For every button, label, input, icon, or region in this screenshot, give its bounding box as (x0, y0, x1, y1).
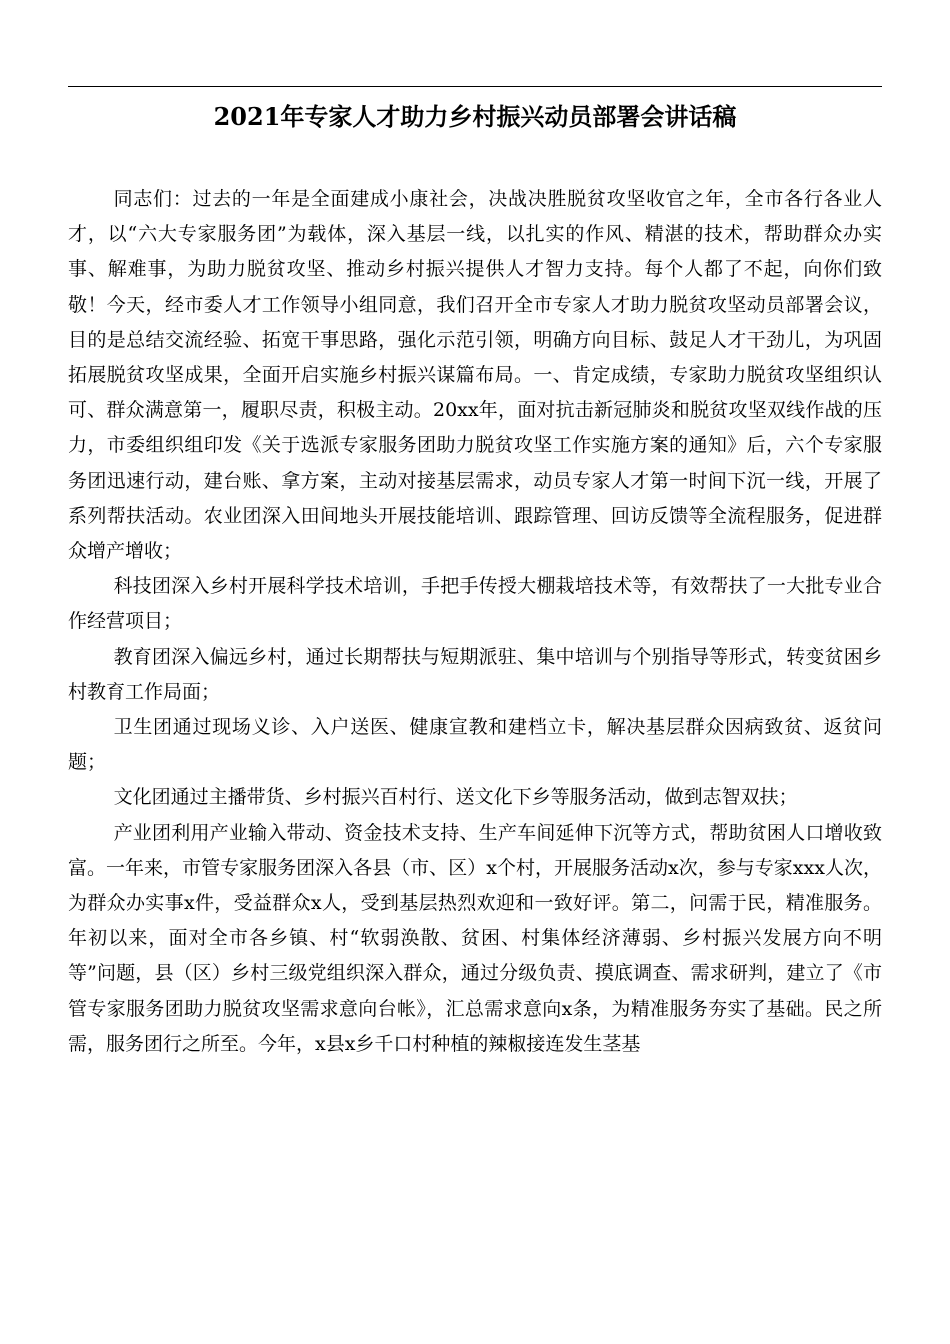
document-title: 2021年专家人才助力乡村振兴动员部署会讲话稿 (213, 102, 737, 131)
paragraph: 科技团深入乡村开展科学技术培训，手把手传授大棚栽培技术等，有效帮扶了一大批专业合作经营项目； (68, 575, 882, 633)
paragraph: 同志们：过去的一年是全面建成小康社会，决战决胜脱贫攻坚收官之年，全市各行各业人才，以“六大专家服务团”为载体，深入基层一线，以扎实的作风、精湛的技术，帮助群众办实事、解难事，为助力脱贫攻坚、推动乡村振兴提供人才智力支持。每个人都了不起，向你们致敬！今天，经市委人才工作领导小组同意，我们召开全市专家人才助力脱贫攻坚动员部署会议，目的是总结交流经验、拓宽干事思路，强化示范引领，明确方向目标、鼓足人才干劲儿，为巩固拓展脱贫攻坚成果，全面开启实施乡村振兴谋篇布局。一、肯定成绩，专家助力脱贫攻坚组织认可、群众满意第一，履职尽责，积极主动。20xx年，面对抗击新冠肺炎和脱贫攻坚双线作战的压力，市委组织组印发《关于选派专家服务团助力脱贫攻坚工作实施方案的通知》后，六个专家服务团迅速行动，建台账、拿方案，主动对接基层需求，动员专家人才第一时间下沉一线，开展了系列帮扶活动。农业团深入田间地头开展技能培训、跟踪管理、回访反馈等全流程服务，促进群众增产增收； (68, 188, 882, 563)
document-body (68, 182, 882, 1062)
paragraph: 产业团利用产业输入带动、资金技术支持、生产车间延伸下沉等方式，帮助贫困人口增收致富。一年来，市管专家服务团深入各县（市、区）x个村，开展服务活动x次，参与专家xxx人次，为群众办实事x件，受益群众x人，受到基层热烈欢迎和一致好评。第二，问需于民，精准服务。年初以来，面对全市各乡镇、村“软弱涣散、贫困、村集体经济薄弱、乡村振兴发展方向不明等”问题，县（区）乡村三级党组织深入群众，通过分级负责、摸底调查、需求研判，建立了《市管专家服务团助力脱贫攻坚需求意向台帐》，汇总需求意向x条，为精准服务夯实了基础。民之所需，服务团行之所至。今年，x县x乡千口村种植的辣椒接连发生茎基 (68, 821, 882, 1055)
paragraph: 卫生团通过现场义诊、入户送医、健康宣教和建档立卡，解决基层群众因病致贫、返贫问题； (68, 716, 882, 774)
header-rule (68, 86, 882, 87)
paragraph: 文化团通过主播带货、乡村振兴百村行、送文化下乡等服务活动，做到志智双扶； (113, 786, 798, 809)
paragraph: 教育团深入偏远乡村，通过长期帮扶与短期派驻、集中培训与个别指导等形式，转变贫困乡村教育工作局面； (68, 645, 882, 703)
